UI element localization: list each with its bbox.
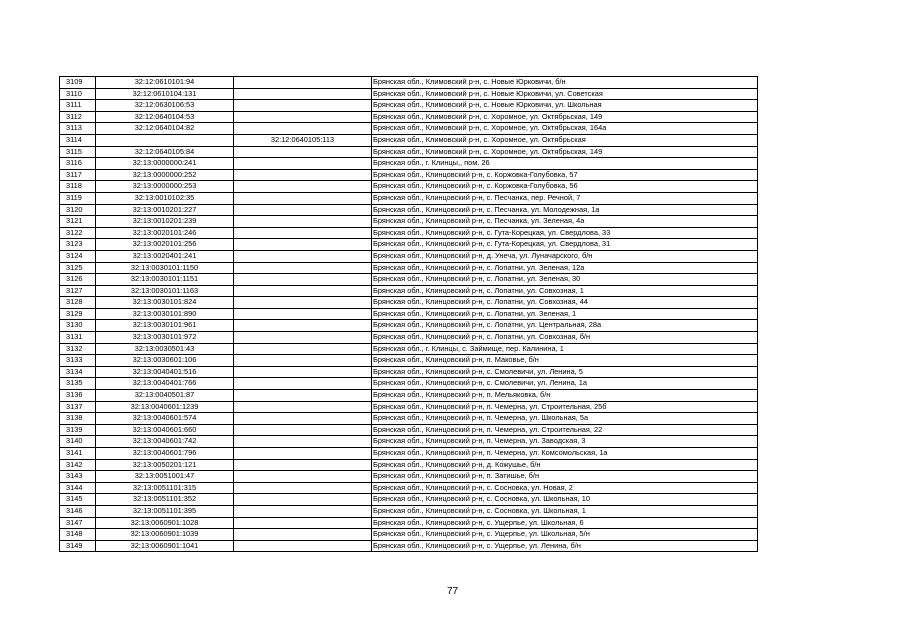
address-cell: Брянская обл., Климовский р-н, с. Хоромное, ул. Октябрьская, 149 (372, 111, 758, 123)
table-row (60, 123, 758, 135)
table-row (60, 471, 758, 483)
row-number-cell: 3147 (60, 517, 96, 529)
second-cadastral-number-cell (234, 529, 372, 541)
second-cadastral-number-cell (234, 401, 372, 413)
address-cell: Брянская обл., Клинцовский р-н, с. Сосновка, ул. Школьная, 1 (372, 505, 758, 517)
cadastral-number-cell: 32:12:0640105:84 (96, 146, 234, 158)
address-cell: Брянская обл., Климовский р-н, с. Новые Юрковичи, ул. Школьная (372, 100, 758, 112)
row-number-cell: 3137 (60, 401, 96, 413)
second-cadastral-number-cell (234, 482, 372, 494)
table-row (60, 390, 758, 402)
table-row (60, 134, 758, 146)
cadastral-number-cell: 32:13:0051101:352 (96, 494, 234, 506)
table-row (60, 239, 758, 251)
row-number-cell: 3113 (60, 123, 96, 135)
table-row (60, 448, 758, 460)
cadastral-number-cell: 32:13:0040501:87 (96, 390, 234, 402)
second-cadastral-number-cell (234, 274, 372, 286)
cadastral-number-cell: 32:13:0010201:227 (96, 204, 234, 216)
cadastral-number-cell: 32:13:0030101:1150 (96, 262, 234, 274)
cadastral-number-cell: 32:13:0000000:252 (96, 169, 234, 181)
cadastral-number-cell: 32:13:0040601:1239 (96, 401, 234, 413)
table-row (60, 366, 758, 378)
cadastral-number-cell: 32:13:0020101:256 (96, 239, 234, 251)
cadastral-number-cell: 32:13:0050201:121 (96, 459, 234, 471)
row-number-cell: 3127 (60, 285, 96, 297)
table-row (60, 285, 758, 297)
cadastral-number-cell: 32:13:0030101:972 (96, 332, 234, 344)
address-cell: Брянская обл., Клинцовский р-н, с. Сосновка, ул. Школьная, 10 (372, 494, 758, 506)
address-cell: Брянская обл., Клинцовский р-н, п. Чемерна, ул. Строительная, 25б (372, 401, 758, 413)
address-cell: Брянская обл., Клинцовский р-н, с. Гута-Корецкая, ул. Свердлова, 33 (372, 227, 758, 239)
second-cadastral-number-cell (234, 204, 372, 216)
address-cell: Брянская обл., Климовский р-н, с. Хоромное, ул. Октябрьская (372, 134, 758, 146)
table-row (60, 146, 758, 158)
table-row (60, 505, 758, 517)
second-cadastral-number-cell (234, 111, 372, 123)
row-number-cell: 3130 (60, 320, 96, 332)
address-cell: Брянская обл., Климовский р-н, с. Новые Юрковичи, б/н (372, 77, 758, 89)
cadastral-number-cell: 32:13:0030501:43 (96, 343, 234, 355)
row-number-cell: 3135 (60, 378, 96, 390)
address-cell: Брянская обл., Климовский р-н, с. Хоромное, ул. Октябрьская, 149 (372, 146, 758, 158)
address-cell: Брянская обл., Клинцовский р-н, с. Смолевичи, ул. Ленина, 1а (372, 378, 758, 390)
address-cell: Брянская обл., Клинцовский р-н, д. Кожушье, б/н (372, 459, 758, 471)
cadastral-number-cell: 32:13:0000000:241 (96, 158, 234, 170)
row-number-cell: 3115 (60, 146, 96, 158)
second-cadastral-number-cell (234, 540, 372, 552)
address-cell: Брянская обл., Клинцовский р-н, п. Чемерна, ул. Комсомольская, 1а (372, 448, 758, 460)
cadastral-number-cell: 32:13:0040601:574 (96, 413, 234, 425)
address-cell: Брянская обл., Климовский р-н, с. Хоромное, ул. Октябрьская, 164а (372, 123, 758, 135)
address-cell: Брянская обл., г. Клинцы,, пом. 26 (372, 158, 758, 170)
second-cadastral-number-cell (234, 390, 372, 402)
row-number-cell: 3139 (60, 424, 96, 436)
row-number-cell: 3148 (60, 529, 96, 541)
table-row (60, 413, 758, 425)
row-number-cell: 3129 (60, 308, 96, 320)
row-number-cell: 3146 (60, 505, 96, 517)
cadastral-number-cell: 32:13:0051001:47 (96, 471, 234, 483)
table-row (60, 320, 758, 332)
row-number-cell: 3122 (60, 227, 96, 239)
address-cell: Брянская обл., Клинцовский р-н, с. Коржовка-Голубовка, 57 (372, 169, 758, 181)
second-cadastral-number-cell (234, 436, 372, 448)
address-cell: Брянская обл., Клинцовский р-н, с. Лопатни, ул. Совхозная, 1 (372, 285, 758, 297)
second-cadastral-number-cell (234, 100, 372, 112)
address-cell: Брянская обл., Клинцовский р-н, с. Лопатни, ул. Зеленая, 30 (372, 274, 758, 286)
table-row (60, 169, 758, 181)
table-row (60, 227, 758, 239)
cadastral-number-cell: 32:13:0030101:1151 (96, 274, 234, 286)
cadastral-number-cell: 32:13:0060901:1028 (96, 517, 234, 529)
row-number-cell: 3114 (60, 134, 96, 146)
second-cadastral-number-cell (234, 169, 372, 181)
address-cell: Брянская обл., Клинцовский р-н, с. Лопатни, ул. Зеленая, 12а (372, 262, 758, 274)
second-cadastral-number-cell (234, 123, 372, 135)
row-number-cell: 3117 (60, 169, 96, 181)
table-row (60, 482, 758, 494)
second-cadastral-number-cell (234, 239, 372, 251)
table-row (60, 436, 758, 448)
table-row (60, 424, 758, 436)
cadastral-number-cell: 32:13:0020401:241 (96, 250, 234, 262)
second-cadastral-number-cell (234, 285, 372, 297)
second-cadastral-number-cell (234, 413, 372, 425)
table-row (60, 111, 758, 123)
cadastral-number-cell: 32:13:0020101:246 (96, 227, 234, 239)
table-row (60, 517, 758, 529)
cadastral-number-cell: 32:12:0610104:131 (96, 88, 234, 100)
row-number-cell: 3109 (60, 77, 96, 89)
row-number-cell: 3120 (60, 204, 96, 216)
address-cell: Брянская обл., Клинцовский р-н, п. Мельяковка, б/н (372, 390, 758, 402)
row-number-cell: 3145 (60, 494, 96, 506)
address-cell: Брянская обл., Клинцовский р-н, п. Маковье, б/н (372, 355, 758, 367)
cadastral-number-cell: 32:13:0030601:106 (96, 355, 234, 367)
address-cell: Брянская обл., Клинцовский р-н, п. Чемерна, ул. Строительная, 22 (372, 424, 758, 436)
row-number-cell: 3128 (60, 297, 96, 309)
cadastral-number-cell: 32:13:0030101:824 (96, 297, 234, 309)
row-number-cell: 3121 (60, 216, 96, 228)
row-number-cell: 3143 (60, 471, 96, 483)
row-number-cell: 3116 (60, 158, 96, 170)
cadastral-number-cell: 32:13:0060901:1041 (96, 540, 234, 552)
second-cadastral-number-cell (234, 146, 372, 158)
cadastral-number-cell: 32:13:0060901:1039 (96, 529, 234, 541)
table-row (60, 192, 758, 204)
cadastral-number-cell: 32:13:0051101:395 (96, 505, 234, 517)
cadastral-number-cell (96, 134, 234, 146)
address-cell: Брянская обл., Клинцовский р-н, п. Чемерна, ул. Школьная, 5а (372, 413, 758, 425)
second-cadastral-number-cell (234, 424, 372, 436)
cadastral-number-cell: 32:13:0040601:796 (96, 448, 234, 460)
second-cadastral-number-cell (234, 216, 372, 228)
table-row (60, 401, 758, 413)
row-number-cell: 3131 (60, 332, 96, 344)
cadastral-number-cell: 32:12:0610101:94 (96, 77, 234, 89)
address-cell: Брянская обл., Клинцовский р-н, п. Затишье, б/н (372, 471, 758, 483)
cadastral-number-cell: 32:12:0630106:53 (96, 100, 234, 112)
table-row (60, 262, 758, 274)
second-cadastral-number-cell (234, 517, 372, 529)
table-row (60, 100, 758, 112)
second-cadastral-number-cell (234, 471, 372, 483)
row-number-cell: 3110 (60, 88, 96, 100)
row-number-cell: 3134 (60, 366, 96, 378)
cadastral-number-cell: 32:12:0640104:82 (96, 123, 234, 135)
address-cell: Брянская обл., Клинцовский р-н, с. Лопатни, ул. Совхозная, б/н (372, 332, 758, 344)
second-cadastral-number-cell (234, 459, 372, 471)
cadastral-number-cell: 32:13:0040601:660 (96, 424, 234, 436)
cadastral-number-cell: 32:13:0040601:742 (96, 436, 234, 448)
address-cell: Брянская обл., Клинцовский р-н, д. Унеча, ул. Луначарского, б/н (372, 250, 758, 262)
row-number-cell: 3149 (60, 540, 96, 552)
cadastral-number-cell: 32:13:0040401:516 (96, 366, 234, 378)
table-row (60, 250, 758, 262)
address-cell: Брянская обл., Клинцовский р-н, с. Гута-Корецкая, ул. Свердлова, 31 (372, 239, 758, 251)
row-number-cell: 3141 (60, 448, 96, 460)
second-cadastral-number-cell (234, 308, 372, 320)
table-row (60, 355, 758, 367)
table-row (60, 204, 758, 216)
second-cadastral-number-cell (234, 181, 372, 193)
table-row (60, 308, 758, 320)
table-row (60, 540, 758, 552)
table-row (60, 529, 758, 541)
second-cadastral-number-cell (234, 505, 372, 517)
table-row (60, 378, 758, 390)
cadastral-number-cell: 32:13:0010102:35 (96, 192, 234, 204)
second-cadastral-number-cell (234, 355, 372, 367)
row-number-cell: 3123 (60, 239, 96, 251)
address-cell: Брянская обл., Клинцовский р-н, п. Чемерна, ул. Заводская, 3 (372, 436, 758, 448)
row-number-cell: 3112 (60, 111, 96, 123)
row-number-cell: 3124 (60, 250, 96, 262)
row-number-cell: 3136 (60, 390, 96, 402)
row-number-cell: 3140 (60, 436, 96, 448)
table-row (60, 77, 758, 89)
table-row (60, 158, 758, 170)
row-number-cell: 3125 (60, 262, 96, 274)
property-table-body (60, 77, 758, 552)
address-cell: Брянская обл., Клинцовский р-н, с. Ущерпье, ул. Ленина, б/н (372, 540, 758, 552)
second-cadastral-number-cell (234, 88, 372, 100)
property-table (59, 76, 758, 552)
table-row (60, 297, 758, 309)
address-cell: Брянская обл., Клинцовский р-н, с. Смолевичи, ул. Ленина, 5 (372, 366, 758, 378)
row-number-cell: 3118 (60, 181, 96, 193)
address-cell: Брянская обл., Клинцовский р-н, с. Лопатни, ул. Центральная, 28а (372, 320, 758, 332)
table-row (60, 181, 758, 193)
table-row (60, 494, 758, 506)
row-number-cell: 3144 (60, 482, 96, 494)
address-cell: Брянская обл., Клинцовский р-н, с. Коржовка-Голубовка, 56 (372, 181, 758, 193)
second-cadastral-number-cell: 32:12:0640105:113 (234, 134, 372, 146)
cadastral-number-cell: 32:13:0010201:239 (96, 216, 234, 228)
cadastral-number-cell: 32:13:0000000:253 (96, 181, 234, 193)
row-number-cell: 3132 (60, 343, 96, 355)
row-number-cell: 3126 (60, 274, 96, 286)
address-cell: Брянская обл., Клинцовский р-н, с. Песчанка, ул. Молодежная, 1а (372, 204, 758, 216)
second-cadastral-number-cell (234, 297, 372, 309)
second-cadastral-number-cell (234, 250, 372, 262)
address-cell: Брянская обл., Клинцовский р-н, с. Песчанка, пер. Речной, 7 (372, 192, 758, 204)
address-cell: Брянская обл., Клинцовский р-н, с. Песчанка, ул. Зеленая, 4а (372, 216, 758, 228)
second-cadastral-number-cell (234, 378, 372, 390)
row-number-cell: 3133 (60, 355, 96, 367)
second-cadastral-number-cell (234, 77, 372, 89)
second-cadastral-number-cell (234, 320, 372, 332)
row-number-cell: 3138 (60, 413, 96, 425)
cadastral-number-cell: 32:12:0640104:53 (96, 111, 234, 123)
table-row (60, 332, 758, 344)
address-cell: Брянская обл., Клинцовский р-н, с. Лопатни, ул. Совхозная, 44 (372, 297, 758, 309)
table-row (60, 459, 758, 471)
address-cell: Брянская обл., Клинцовский р-н, с. Ущерпье, ул. Школьная, 6 (372, 517, 758, 529)
address-cell: Брянская обл., г. Клинцы, с. Займище, пер. Калинина, 1 (372, 343, 758, 355)
page-number: 77 (446, 586, 459, 597)
cadastral-number-cell: 32:13:0030101:1163 (96, 285, 234, 297)
second-cadastral-number-cell (234, 448, 372, 460)
row-number-cell: 3119 (60, 192, 96, 204)
second-cadastral-number-cell (234, 192, 372, 204)
cadastral-number-cell: 32:13:0051101:315 (96, 482, 234, 494)
address-cell: Брянская обл., Клинцовский р-н, с. Ущерпье, ул. Школьная, 5/н (372, 529, 758, 541)
row-number-cell: 3142 (60, 459, 96, 471)
cadastral-number-cell: 32:13:0030101:890 (96, 308, 234, 320)
second-cadastral-number-cell (234, 494, 372, 506)
table-row (60, 274, 758, 286)
cadastral-number-cell: 32:13:0030101:961 (96, 320, 234, 332)
address-cell: Брянская обл., Клинцовский р-н, с. Сосновка, ул. Новая, 2 (372, 482, 758, 494)
address-cell: Брянская обл., Климовский р-н, с. Новые Юрковичи, ул. Советская (372, 88, 758, 100)
row-number-cell: 3111 (60, 100, 96, 112)
table-row (60, 216, 758, 228)
table-row (60, 343, 758, 355)
table-row (60, 88, 758, 100)
second-cadastral-number-cell (234, 332, 372, 344)
second-cadastral-number-cell (234, 366, 372, 378)
second-cadastral-number-cell (234, 158, 372, 170)
second-cadastral-number-cell (234, 227, 372, 239)
second-cadastral-number-cell (234, 262, 372, 274)
address-cell: Брянская обл., Клинцовский р-н, с. Лопатни, ул. Зеленая, 1 (372, 308, 758, 320)
second-cadastral-number-cell (234, 343, 372, 355)
cadastral-number-cell: 32:13:0040401:766 (96, 378, 234, 390)
